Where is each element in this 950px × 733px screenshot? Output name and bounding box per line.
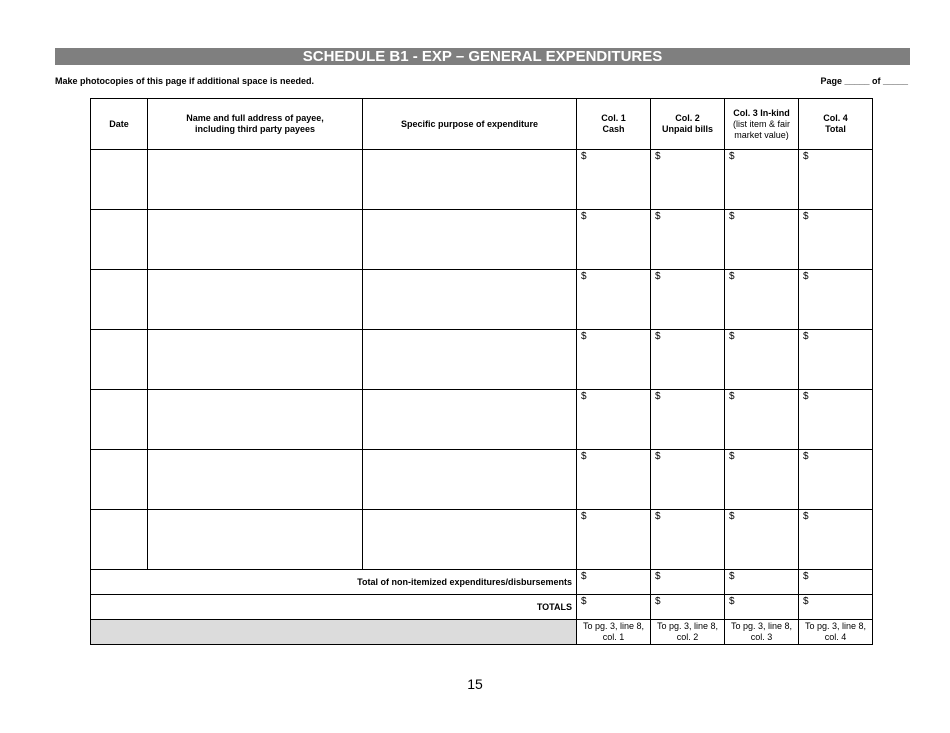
col2-unpaid-header: Col. 2 Unpaid bills (651, 99, 725, 150)
non-itemized-inkind[interactable]: $ (725, 570, 799, 595)
date-header: Date (91, 99, 148, 150)
total-cell[interactable]: $ (799, 390, 873, 450)
inkind-cell[interactable]: $ (725, 450, 799, 510)
unpaid-cell[interactable]: $ (651, 390, 725, 450)
date-cell[interactable] (91, 150, 148, 210)
date-cell[interactable] (91, 330, 148, 390)
purpose-header: Specific purpose of expenditure (363, 99, 577, 150)
total-cell[interactable]: $ (799, 510, 873, 570)
shaded-block (91, 620, 577, 645)
table-row (91, 150, 873, 210)
photocopy-instruction: Make photocopies of this page if additional space is needed. (55, 76, 315, 86)
unpaid-cell[interactable]: $ (651, 510, 725, 570)
date-cell[interactable] (91, 270, 148, 330)
payee-cell[interactable] (148, 390, 363, 450)
cash-cell[interactable]: $ (577, 210, 651, 270)
purpose-cell[interactable] (363, 330, 577, 390)
cash-cell[interactable]: $ (577, 150, 651, 210)
purpose-cell[interactable] (363, 210, 577, 270)
col3-inkind-header: Col. 3 In-kind (list item & fair market value) (725, 99, 799, 150)
page-of-field[interactable]: Page _____ of _____ (820, 76, 908, 86)
table-row (91, 210, 873, 270)
col1-cash-header: Col. 1 Cash (577, 99, 651, 150)
purpose-cell[interactable] (363, 390, 577, 450)
unpaid-cell[interactable]: $ (651, 150, 725, 210)
purpose-cell[interactable] (363, 150, 577, 210)
unpaid-cell[interactable]: $ (651, 330, 725, 390)
header-row (91, 99, 873, 150)
non-itemized-label: Total of non-itemized expenditures/disbursements (91, 570, 577, 595)
non-itemized-total[interactable]: $ (799, 570, 873, 595)
non-itemized-row (91, 570, 873, 595)
unpaid-cell[interactable]: $ (651, 270, 725, 330)
non-itemized-unpaid[interactable]: $ (651, 570, 725, 595)
cash-cell[interactable]: $ (577, 330, 651, 390)
unpaid-cell[interactable]: $ (651, 210, 725, 270)
payee-cell[interactable] (148, 510, 363, 570)
table-row (91, 450, 873, 510)
payee-cell[interactable] (148, 450, 363, 510)
totals-inkind[interactable]: $ (725, 595, 799, 620)
purpose-cell[interactable] (363, 270, 577, 330)
ref-col2: To pg. 3, line 8, col. 2 (651, 620, 725, 645)
total-cell[interactable]: $ (799, 330, 873, 390)
reference-row (91, 620, 873, 645)
payee-cell[interactable] (148, 270, 363, 330)
totals-unpaid[interactable]: $ (651, 595, 725, 620)
payee-cell[interactable] (148, 210, 363, 270)
total-cell[interactable]: $ (799, 270, 873, 330)
cash-cell[interactable]: $ (577, 270, 651, 330)
cash-cell[interactable]: $ (577, 510, 651, 570)
date-cell[interactable] (91, 510, 148, 570)
totals-total[interactable]: $ (799, 595, 873, 620)
non-itemized-cash[interactable]: $ (577, 570, 651, 595)
table-row (91, 390, 873, 450)
total-cell[interactable]: $ (799, 450, 873, 510)
ref-col1: To pg. 3, line 8, col. 1 (577, 620, 651, 645)
ref-col4: To pg. 3, line 8, col. 4 (799, 620, 873, 645)
page-number: 15 (467, 676, 483, 692)
payee-header: Name and full address of payee, including third party payees (148, 99, 363, 150)
payee-cell[interactable] (148, 150, 363, 210)
payee-cell[interactable] (148, 330, 363, 390)
inkind-cell[interactable]: $ (725, 270, 799, 330)
table-row (91, 330, 873, 390)
totals-cash[interactable]: $ (577, 595, 651, 620)
expenditures-table (90, 98, 873, 645)
inkind-cell[interactable]: $ (725, 390, 799, 450)
inkind-cell[interactable]: $ (725, 210, 799, 270)
purpose-cell[interactable] (363, 510, 577, 570)
purpose-cell[interactable] (363, 450, 577, 510)
total-cell[interactable]: $ (799, 150, 873, 210)
date-cell[interactable] (91, 450, 148, 510)
date-cell[interactable] (91, 210, 148, 270)
table-row (91, 510, 873, 570)
totals-row (91, 595, 873, 620)
date-cell[interactable] (91, 390, 148, 450)
cash-cell[interactable]: $ (577, 390, 651, 450)
schedule-title: SCHEDULE B1 - EXP – GENERAL EXPENDITURES (55, 48, 910, 65)
inkind-cell[interactable]: $ (725, 330, 799, 390)
total-cell[interactable]: $ (799, 210, 873, 270)
inkind-cell[interactable]: $ (725, 510, 799, 570)
totals-label: TOTALS (91, 595, 577, 620)
inkind-cell[interactable]: $ (725, 150, 799, 210)
unpaid-cell[interactable]: $ (651, 450, 725, 510)
ref-col3: To pg. 3, line 8, col. 3 (725, 620, 799, 645)
table-row (91, 270, 873, 330)
cash-cell[interactable]: $ (577, 450, 651, 510)
col4-total-header: Col. 4 Total (799, 99, 873, 150)
